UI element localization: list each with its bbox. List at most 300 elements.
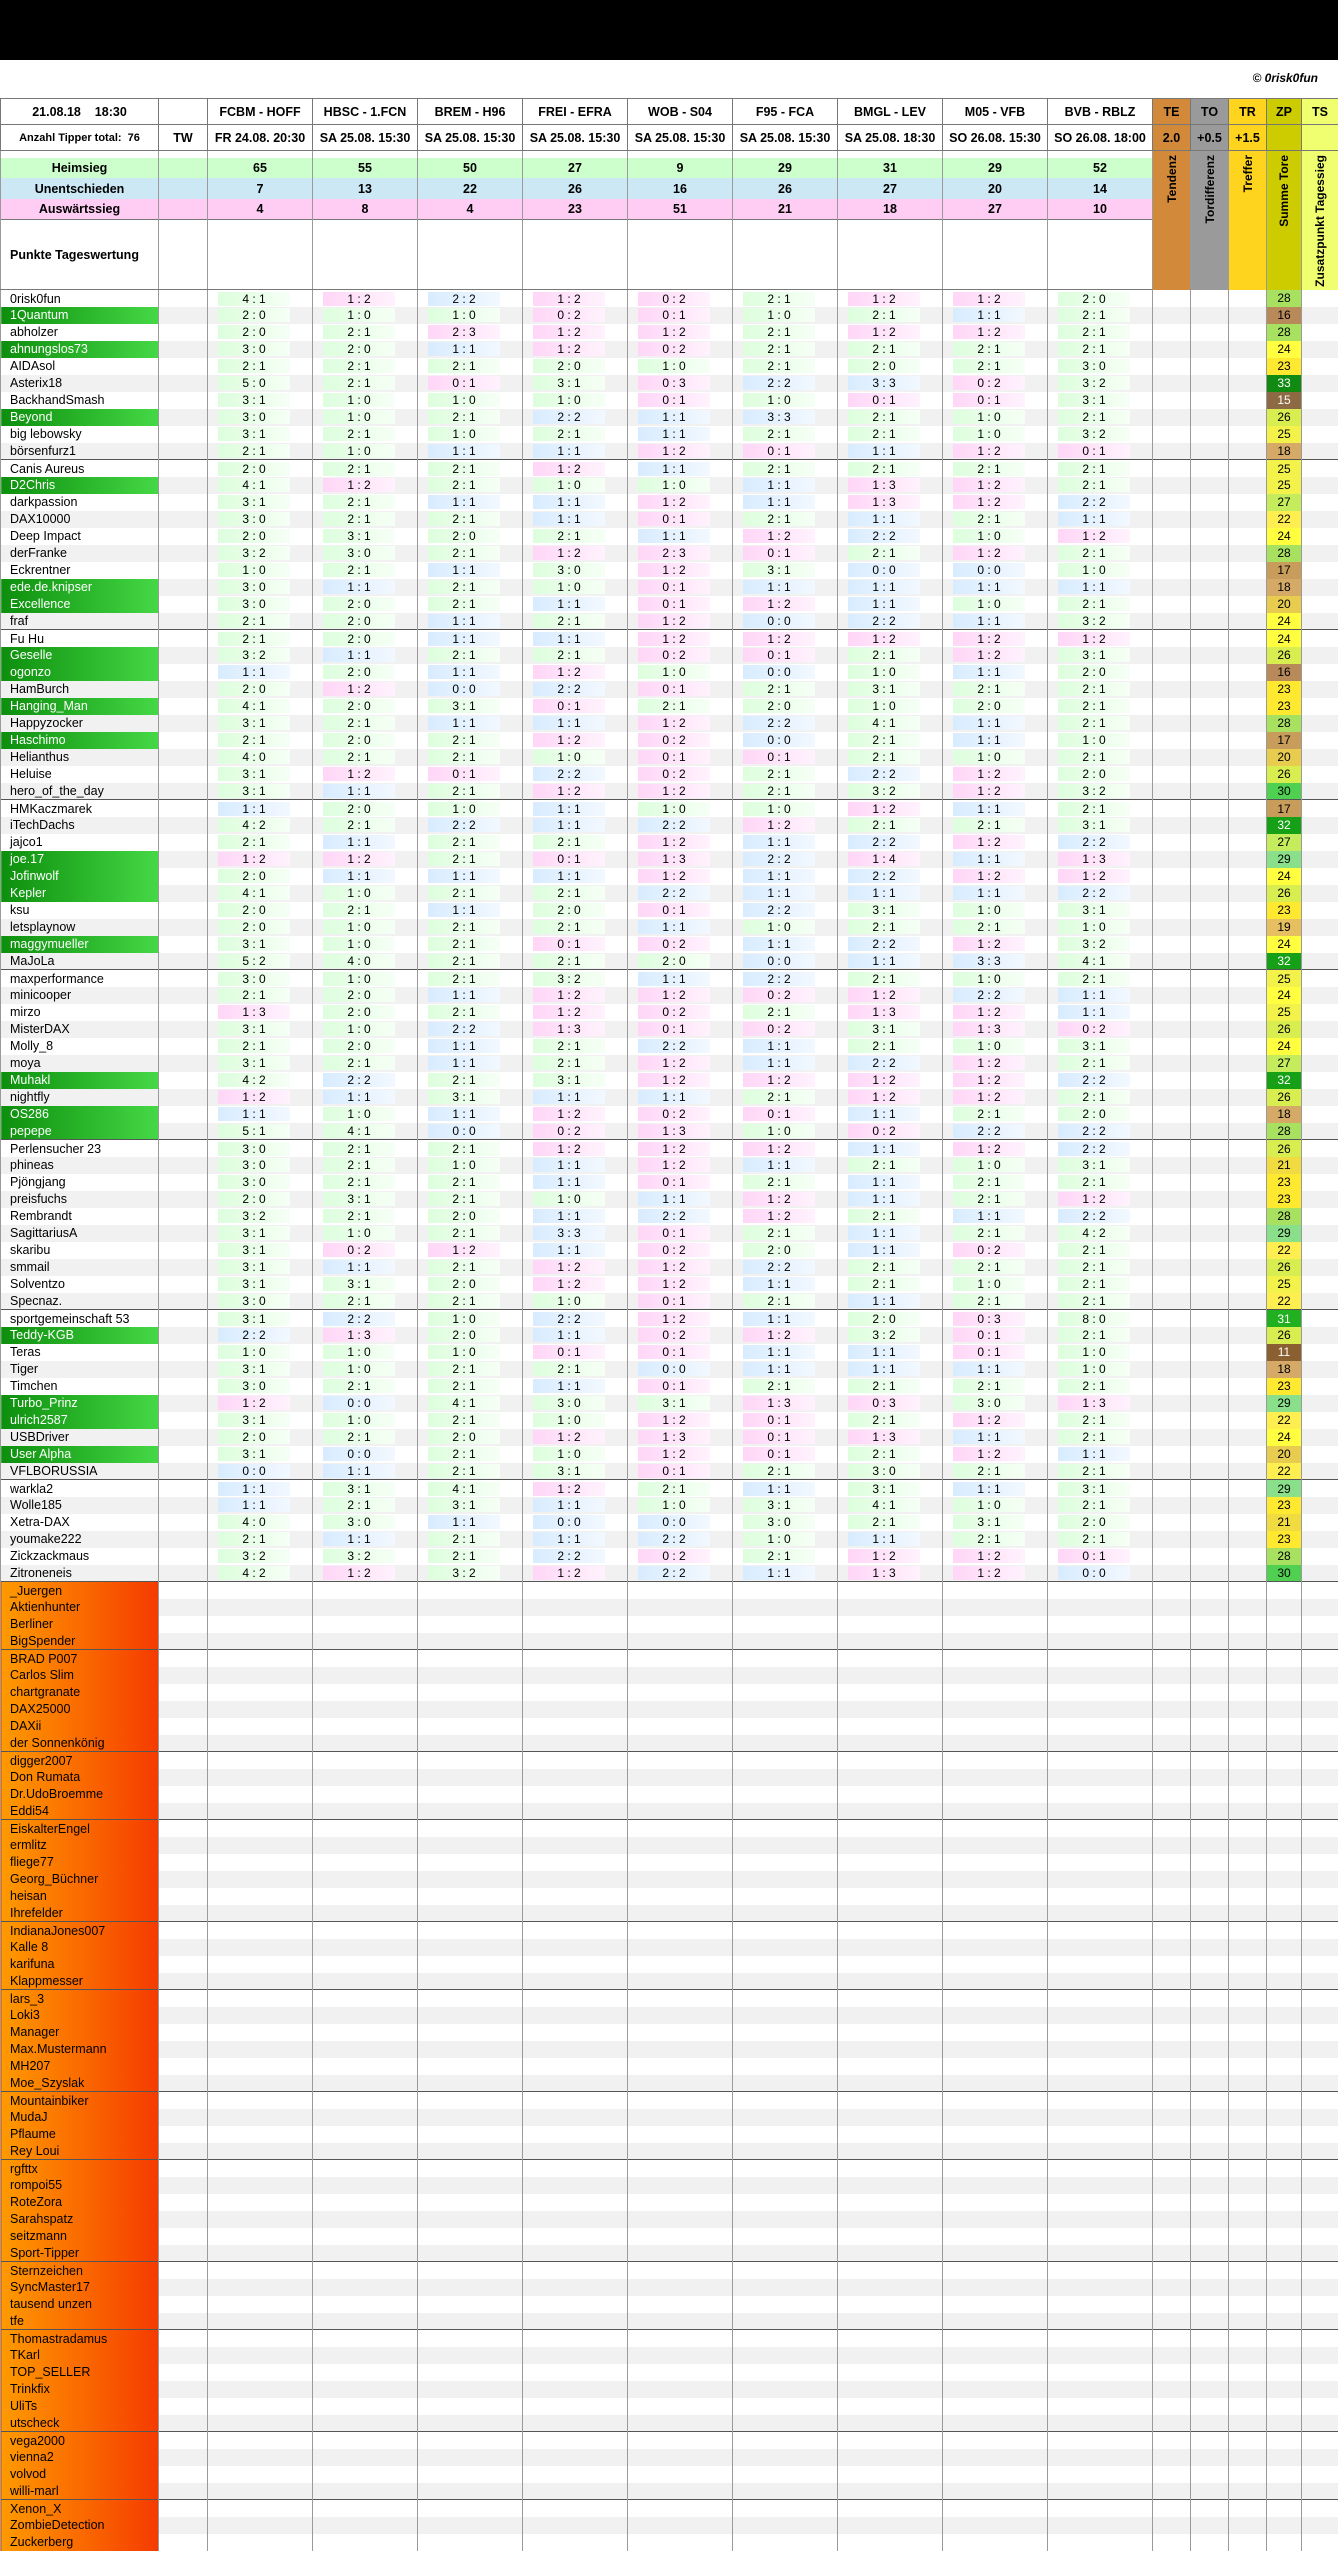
tip-cell: [838, 1089, 943, 1106]
player-name: lars_3: [1, 1990, 159, 2007]
tip-cell: [838, 596, 943, 613]
copyright: © 0risk0fun: [1252, 71, 1318, 85]
tip-cell: [628, 1089, 733, 1106]
tip-value: 1 : 0: [953, 1039, 1025, 1053]
stat-value: 7: [208, 178, 313, 199]
tip-value: 2 : 2: [533, 410, 605, 424]
table-row: [1, 307, 1338, 324]
tip-cell: [208, 579, 313, 596]
table-row: [1, 817, 1338, 834]
tip-cell: [208, 1140, 313, 1157]
tip-value: 2 : 1: [533, 427, 605, 441]
tip-value: 1 : 1: [1058, 1005, 1130, 1019]
tip-cell: [418, 868, 523, 885]
tip-cell: [628, 1174, 733, 1191]
tip-cell: [943, 341, 1048, 358]
tip-cell: [943, 545, 1048, 562]
tip-value: 3 : 0: [218, 410, 290, 424]
tip-value: 2 : 1: [533, 529, 605, 543]
player-name: ZombieDetection: [1, 2517, 159, 2534]
tip-value: 1 : 3: [743, 1396, 815, 1410]
tip-value: 2 : 1: [743, 292, 815, 306]
tip-cell: [943, 358, 1048, 375]
tip-cell: [523, 749, 628, 766]
tip-cell: [208, 953, 313, 970]
player-name: chartgranate: [1, 1684, 159, 1701]
player-name: pepepe: [1, 1123, 159, 1140]
zp-code: ZP: [1267, 99, 1302, 125]
tip-value: 1 : 1: [533, 818, 605, 832]
tip-cell: [838, 1344, 943, 1361]
tip-cell: [523, 409, 628, 426]
tip-value: 1 : 1: [848, 1142, 920, 1156]
tip-value: 2 : 0: [323, 733, 395, 747]
tip-cell: [523, 341, 628, 358]
tip-cell: [418, 715, 523, 732]
tip-cell: [208, 800, 313, 817]
tip-cell: [418, 1089, 523, 1106]
tip-cell: [208, 1395, 313, 1412]
player-name: Helianthus: [1, 749, 159, 766]
tip-value: 2 : 1: [428, 1362, 500, 1376]
player-name: joe.17: [1, 851, 159, 868]
tip-cell: [523, 511, 628, 528]
tip-value: 4 : 2: [218, 1566, 290, 1580]
tip-cell: [1048, 1038, 1153, 1055]
tip-value: 3 : 1: [1058, 818, 1130, 832]
tip-value: 2 : 1: [848, 1447, 920, 1461]
tip-value: 1 : 3: [848, 1566, 920, 1580]
tip-value: 0 : 2: [638, 292, 710, 306]
tip-value: 1 : 1: [743, 1277, 815, 1291]
zp-score: 16: [1267, 664, 1302, 681]
tip-cell: [523, 902, 628, 919]
tip-cell: [418, 341, 523, 358]
tip-value: 3 : 1: [323, 1277, 395, 1291]
tip-value: 4 : 0: [323, 954, 395, 968]
punkte-label: Punkte Tageswertung: [1, 220, 159, 290]
tip-value: 2 : 1: [428, 410, 500, 424]
tip-cell: [523, 477, 628, 494]
table-row: [1, 630, 1338, 647]
tip-cell: [1048, 341, 1153, 358]
tip-cell: [943, 494, 1048, 511]
zp-score: 18: [1267, 1361, 1302, 1378]
tip-cell: [943, 1514, 1048, 1531]
tip-value: 1 : 1: [848, 954, 920, 968]
tip-value: 2 : 1: [848, 1379, 920, 1393]
player-name: _Juergen: [1, 1582, 159, 1599]
tip-cell: [313, 1191, 418, 1208]
player-name: Xenon_X: [1, 2500, 159, 2517]
tip-cell: [313, 936, 418, 953]
tip-value: 0 : 0: [1058, 1566, 1130, 1580]
tip-cell: [1048, 987, 1153, 1004]
tip-value: 0 : 1: [638, 1022, 710, 1036]
zp-score: 33: [1267, 375, 1302, 392]
tip-cell: [208, 1259, 313, 1276]
tip-value: 2 : 1: [218, 359, 290, 373]
zp-score: 18: [1267, 443, 1302, 460]
tip-value: 1 : 0: [428, 308, 500, 322]
tip-value: 0 : 1: [743, 1430, 815, 1444]
tip-cell: [418, 1004, 523, 1021]
tip-cell: [208, 766, 313, 783]
tip-value: 1 : 1: [638, 1192, 710, 1206]
player-name: UliTs: [1, 2398, 159, 2415]
tip-cell: [523, 1259, 628, 1276]
tip-value: 1 : 0: [1058, 733, 1130, 747]
zp-score: 26: [1267, 1327, 1302, 1344]
tip-value: 0 : 1: [743, 1447, 815, 1461]
tip-cell: [628, 1106, 733, 1123]
tip-value: 0 : 2: [638, 342, 710, 356]
tip-cell: [418, 494, 523, 511]
tip-value: 1 : 0: [533, 478, 605, 492]
tip-cell: [208, 715, 313, 732]
player-name: vienna2: [1, 2449, 159, 2466]
tip-cell: [1048, 783, 1153, 800]
tip-value: 1 : 1: [533, 869, 605, 883]
player-name: digger2007: [1, 1752, 159, 1769]
tip-cell: [1048, 1310, 1153, 1327]
tip-value: 1 : 1: [953, 580, 1025, 594]
tip-cell: [418, 392, 523, 409]
table-row: [1, 1939, 1338, 1956]
tip-value: 2 : 1: [848, 920, 920, 934]
tip-value: 2 : 2: [743, 972, 815, 986]
zp-score: 27: [1267, 494, 1302, 511]
tip-cell: [523, 1004, 628, 1021]
tip-cell: [1048, 460, 1153, 477]
tip-value: 1 : 0: [743, 802, 815, 816]
tip-value: 2 : 1: [848, 972, 920, 986]
tip-cell: [943, 1123, 1048, 1140]
tip-value: 0 : 2: [953, 1243, 1025, 1257]
tip-cell: [1048, 290, 1153, 307]
tip-cell: [523, 766, 628, 783]
tip-cell: [523, 460, 628, 477]
tip-value: 1 : 1: [323, 869, 395, 883]
tip-value: 2 : 1: [1058, 1056, 1130, 1070]
zp-score: 18: [1267, 1106, 1302, 1123]
tip-value: 2 : 1: [533, 920, 605, 934]
tip-cell: [943, 1276, 1048, 1293]
tip-value: 0 : 3: [638, 376, 710, 390]
tip-cell: [523, 647, 628, 664]
tip-cell: [313, 1429, 418, 1446]
tip-value: 3 : 2: [1058, 376, 1130, 390]
tip-cell: [208, 1412, 313, 1429]
tip-cell: [838, 1531, 943, 1548]
table-row: [1, 1072, 1338, 1089]
table-row: [1, 2466, 1338, 2483]
tip-value: 2 : 0: [323, 342, 395, 356]
tip-value: 1 : 1: [953, 802, 1025, 816]
player-name: der Sonnenkönig: [1, 1735, 159, 1752]
tip-cell: [628, 1310, 733, 1327]
tip-cell: [208, 460, 313, 477]
tip-value: 3 : 0: [953, 1396, 1025, 1410]
tip-cell: [418, 1463, 523, 1480]
tip-cell: [418, 630, 523, 647]
tip-cell: [943, 817, 1048, 834]
tip-cell: [523, 324, 628, 341]
table-row: [1, 290, 1338, 307]
zp-score: 31: [1267, 1310, 1302, 1327]
tip-cell: [418, 1174, 523, 1191]
tip-cell: [838, 1055, 943, 1072]
tip-value: 1 : 1: [428, 1039, 500, 1053]
zp-score: 28: [1267, 545, 1302, 562]
tip-cell: [208, 1072, 313, 1089]
tip-value: 2 : 0: [218, 462, 290, 476]
tip-value: 3 : 0: [848, 1464, 920, 1478]
tip-value: 4 : 1: [218, 478, 290, 492]
tip-cell: [1048, 358, 1153, 375]
tip-value: 1 : 2: [743, 1073, 815, 1087]
tip-value: 2 : 1: [743, 682, 815, 696]
tip-value: 2 : 1: [533, 648, 605, 662]
tip-value: 0 : 0: [743, 954, 815, 968]
tip-cell: [628, 1276, 733, 1293]
tip-cell: [523, 1480, 628, 1497]
tip-value: 0 : 2: [638, 1328, 710, 1342]
tip-cell: [733, 1378, 838, 1395]
tip-value: 3 : 1: [743, 563, 815, 577]
tip-value: 1 : 2: [638, 1277, 710, 1291]
tip-cell: [838, 817, 943, 834]
tip-cell: [313, 324, 418, 341]
tip-cell: [418, 1344, 523, 1361]
table-row: [1, 392, 1338, 409]
zp-score: 29: [1267, 1225, 1302, 1242]
table-row: [1, 545, 1338, 562]
player-name: vega2000: [1, 2432, 159, 2449]
tip-value: 0 : 1: [953, 393, 1025, 407]
tip-value: 2 : 0: [533, 359, 605, 373]
player-name: Moe_Szyslak: [1, 2075, 159, 2092]
table-row: [1, 1191, 1338, 1208]
zp-score: 28: [1267, 290, 1302, 307]
tip-cell: [208, 375, 313, 392]
tip-value: 0 : 0: [743, 733, 815, 747]
tip-value: 4 : 2: [218, 818, 290, 832]
tip-cell: [313, 834, 418, 851]
tip-cell: [733, 1514, 838, 1531]
tip-value: 2 : 1: [1058, 1430, 1130, 1444]
player-name: EiskalterEngel: [1, 1820, 159, 1837]
tip-cell: [418, 1191, 523, 1208]
tip-cell: [628, 698, 733, 715]
tip-cell: [943, 1021, 1048, 1038]
game-7-date: SA 25.08. 18:30: [838, 125, 943, 151]
tip-cell: [208, 443, 313, 460]
table-row: [1, 2517, 1338, 2534]
tip-value: 1 : 0: [953, 750, 1025, 764]
tip-cell: [208, 324, 313, 341]
tip-cell: [733, 528, 838, 545]
tip-cell: [313, 987, 418, 1004]
tip-value: 1 : 1: [533, 1090, 605, 1104]
tip-value: 2 : 1: [953, 818, 1025, 832]
tip-value: 2 : 1: [743, 784, 815, 798]
tip-cell: [418, 579, 523, 596]
tip-value: 0 : 1: [953, 1328, 1025, 1342]
tip-cell: [733, 834, 838, 851]
tip-cell: [208, 987, 313, 1004]
tip-value: 0 : 1: [638, 1175, 710, 1189]
tip-cell: [418, 1446, 523, 1463]
table-row: [1, 2177, 1338, 2194]
table-row: [1, 2109, 1338, 2126]
tip-value: 2 : 1: [218, 632, 290, 646]
tip-cell: [943, 1038, 1048, 1055]
player-name: Geselle: [1, 647, 159, 664]
tip-value: 0 : 1: [428, 376, 500, 390]
tip-value: 2 : 1: [848, 1413, 920, 1427]
zp-score: 29: [1267, 1395, 1302, 1412]
tip-value: 2 : 2: [428, 1022, 500, 1036]
tip-value: 2 : 0: [323, 597, 395, 611]
tip-value: 1 : 0: [533, 1294, 605, 1308]
tip-value: 3 : 1: [218, 1243, 290, 1257]
table-row: [1, 1905, 1338, 1922]
table-row: [1, 1599, 1338, 1616]
tip-cell: [943, 307, 1048, 324]
tip-cell: [943, 664, 1048, 681]
tip-cell: [628, 596, 733, 613]
tip-cell: [943, 681, 1048, 698]
tip-cell: [313, 1497, 418, 1514]
player-name: Perlensucher 23: [1, 1140, 159, 1157]
zp-score: 28: [1267, 1208, 1302, 1225]
tip-cell: [1048, 1191, 1153, 1208]
tip-value: 1 : 1: [848, 1175, 920, 1189]
tip-cell: [943, 1497, 1048, 1514]
zp-score: 27: [1267, 834, 1302, 851]
tip-cell: [733, 800, 838, 817]
tip-cell: [208, 902, 313, 919]
tip-cell: [523, 1514, 628, 1531]
zp-score: 22: [1267, 1293, 1302, 1310]
tip-cell: [1048, 749, 1153, 766]
table-row: [1, 664, 1338, 681]
tip-value: 1 : 1: [533, 1379, 605, 1393]
tip-value: 2 : 1: [1058, 1379, 1130, 1393]
zp-score: 22: [1267, 511, 1302, 528]
tip-value: 4 : 2: [1058, 1226, 1130, 1240]
tip-value: 2 : 2: [428, 292, 500, 306]
tip-cell: [628, 902, 733, 919]
tip-value: 2 : 1: [1058, 750, 1130, 764]
tip-value: 2 : 2: [638, 1039, 710, 1053]
tip-cell: [1048, 800, 1153, 817]
tip-cell: [838, 324, 943, 341]
tip-value: 1 : 2: [953, 1073, 1025, 1087]
tip-value: 1 : 2: [848, 632, 920, 646]
tip-cell: [208, 1276, 313, 1293]
tip-value: 0 : 1: [638, 308, 710, 322]
tip-cell: [943, 970, 1048, 987]
tip-cell: [418, 1429, 523, 1446]
tip-value: 2 : 1: [1058, 1260, 1130, 1274]
tip-cell: [628, 1208, 733, 1225]
table-row: [1, 2296, 1338, 2313]
tip-cell: [1048, 1480, 1153, 1497]
tip-value: 1 : 2: [1058, 632, 1130, 646]
tip-value: 1 : 2: [638, 835, 710, 849]
tip-cell: [313, 1242, 418, 1259]
tip-cell: [943, 1208, 1048, 1225]
tip-value: 3 : 0: [323, 1515, 395, 1529]
tip-cell: [943, 698, 1048, 715]
game-7-pair: BMGL - LEV: [838, 99, 943, 125]
tip-cell: [418, 681, 523, 698]
tip-value: 1 : 2: [953, 1056, 1025, 1070]
table-row: [1, 1837, 1338, 1854]
tip-cell: [628, 1327, 733, 1344]
table-row: [1, 1633, 1338, 1650]
tip-cell: [313, 1225, 418, 1242]
tip-cell: [313, 1565, 418, 1582]
tip-value: 4 : 0: [218, 750, 290, 764]
tip-value: 3 : 0: [218, 580, 290, 594]
tip-value: 3 : 2: [218, 546, 290, 560]
zp-score: 25: [1267, 1004, 1302, 1021]
table-row: [1, 494, 1338, 511]
tip-cell: [628, 358, 733, 375]
table-row: [1, 1718, 1338, 1735]
tip-value: 1 : 0: [1058, 920, 1130, 934]
tip-cell: [943, 1463, 1048, 1480]
tip-cell: [838, 732, 943, 749]
tip-value: 1 : 2: [743, 818, 815, 832]
tip-value: 1 : 1: [848, 1192, 920, 1206]
tip-value: 2 : 1: [953, 920, 1025, 934]
player-name: Georg_Büchner: [1, 1871, 159, 1888]
tip-value: 3 : 0: [218, 1158, 290, 1172]
tip-cell: [208, 1055, 313, 1072]
player-name: Kepler: [1, 885, 159, 902]
tip-value: 1 : 2: [638, 1056, 710, 1070]
tip-value: 1 : 3: [848, 1430, 920, 1444]
tip-value: 1 : 0: [428, 802, 500, 816]
tip-value: 0 : 1: [638, 597, 710, 611]
tip-cell: [733, 868, 838, 885]
tip-cell: [628, 987, 733, 1004]
tip-cell: [943, 953, 1048, 970]
tip-value: 2 : 1: [848, 410, 920, 424]
tip-cell: [1048, 834, 1153, 851]
tip-value: 1 : 2: [533, 546, 605, 560]
tip-cell: [943, 1565, 1048, 1582]
tip-value: 1 : 2: [638, 716, 710, 730]
zp-score: 24: [1267, 528, 1302, 545]
tip-cell: [838, 1157, 943, 1174]
tip-value: 2 : 1: [428, 462, 500, 476]
tip-value: 2 : 1: [428, 1413, 500, 1427]
tip-value: 1 : 0: [323, 444, 395, 458]
tip-value: 3 : 1: [218, 767, 290, 781]
tip-value: 1 : 2: [953, 1447, 1025, 1461]
tip-cell: [208, 358, 313, 375]
table-row: [1, 375, 1338, 392]
tip-cell: [523, 919, 628, 936]
tip-cell: [733, 851, 838, 868]
tip-cell: [313, 341, 418, 358]
zp-score: 17: [1267, 732, 1302, 749]
